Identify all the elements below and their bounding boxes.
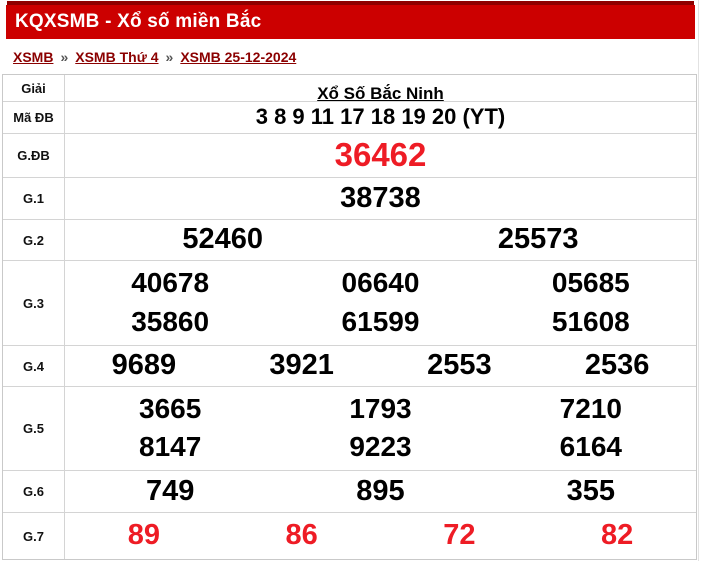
table-row-gdb (3, 134, 696, 178)
prize-number: 355 (566, 474, 616, 507)
station-cell (65, 75, 696, 101)
prize-number: 38738 (340, 181, 421, 214)
row-label: G.3 (3, 261, 65, 345)
station-link[interactable]: Xổ Số Bắc Ninh (317, 84, 444, 103)
row-label: G.2 (3, 220, 65, 260)
row-label: G.6 (3, 471, 65, 512)
prize-number: 9223 (349, 431, 412, 463)
prize-number: 82 (600, 519, 634, 552)
table-row-g7 (3, 513, 696, 559)
table-row-g4 (3, 346, 696, 387)
row-label: G.5 (3, 387, 65, 470)
prize-number: 35860 (131, 305, 210, 337)
prize-number: 72 (443, 519, 476, 552)
table-row-station (3, 75, 696, 102)
breadcrumb-link-xsmb-date[interactable]: XSMB 25-12-2024 (180, 48, 297, 65)
row-label: G.ĐB (3, 134, 65, 177)
prize-number: 6164 (559, 431, 622, 463)
table-row-g3 (3, 261, 696, 346)
prize-number: 749 (145, 474, 195, 507)
prize-number: 86 (285, 519, 318, 552)
table-row-g1 (3, 178, 696, 220)
table-row-g6 (3, 471, 696, 513)
table-row-g2 (3, 220, 696, 261)
breadcrumb-separator: » (60, 48, 69, 65)
row-label: Giải (3, 75, 65, 101)
prize-number: 40678 (131, 267, 210, 299)
prize-number: 06640 (341, 267, 420, 299)
row-label: G.7 (3, 513, 65, 559)
prize-number: 1793 (349, 393, 412, 425)
prize-number: 36462 (334, 136, 427, 174)
special-code-value: 3 8 9 11 17 18 19 20 (YT) (255, 104, 506, 130)
prize-number: 05685 (551, 267, 630, 299)
breadcrumb (0, 39, 698, 74)
page-header (6, 5, 695, 39)
prize-number: 2553 (427, 349, 492, 382)
prize-number: 3921 (269, 349, 334, 382)
page-title: KQXSMB - Xổ số miền Bắc (15, 11, 262, 32)
prize-number: 2536 (584, 349, 650, 382)
prize-number: 25573 (497, 223, 579, 256)
prize-number: 9689 (111, 349, 177, 382)
prize-number: 7210 (559, 393, 622, 425)
row-label: G.4 (3, 346, 65, 386)
row-label: G.1 (3, 178, 65, 219)
prize-number: 52460 (182, 223, 264, 256)
results-table (2, 74, 697, 560)
prize-number: 89 (127, 519, 160, 552)
breadcrumb-separator: » (165, 48, 174, 65)
breadcrumb-link-xsmb[interactable]: XSMB (13, 48, 54, 65)
row-label: Mã ĐB (3, 102, 65, 133)
prize-number: 895 (356, 474, 405, 507)
prize-number: 3665 (139, 393, 202, 425)
breadcrumb-link-xsmb-thu4[interactable]: XSMB Thứ 4 (75, 48, 159, 65)
prize-number: 8147 (139, 431, 202, 463)
table-row-ma-db (3, 102, 696, 134)
prize-number: 61599 (341, 305, 420, 337)
prize-number: 51608 (551, 305, 630, 337)
table-row-g5 (3, 387, 696, 471)
